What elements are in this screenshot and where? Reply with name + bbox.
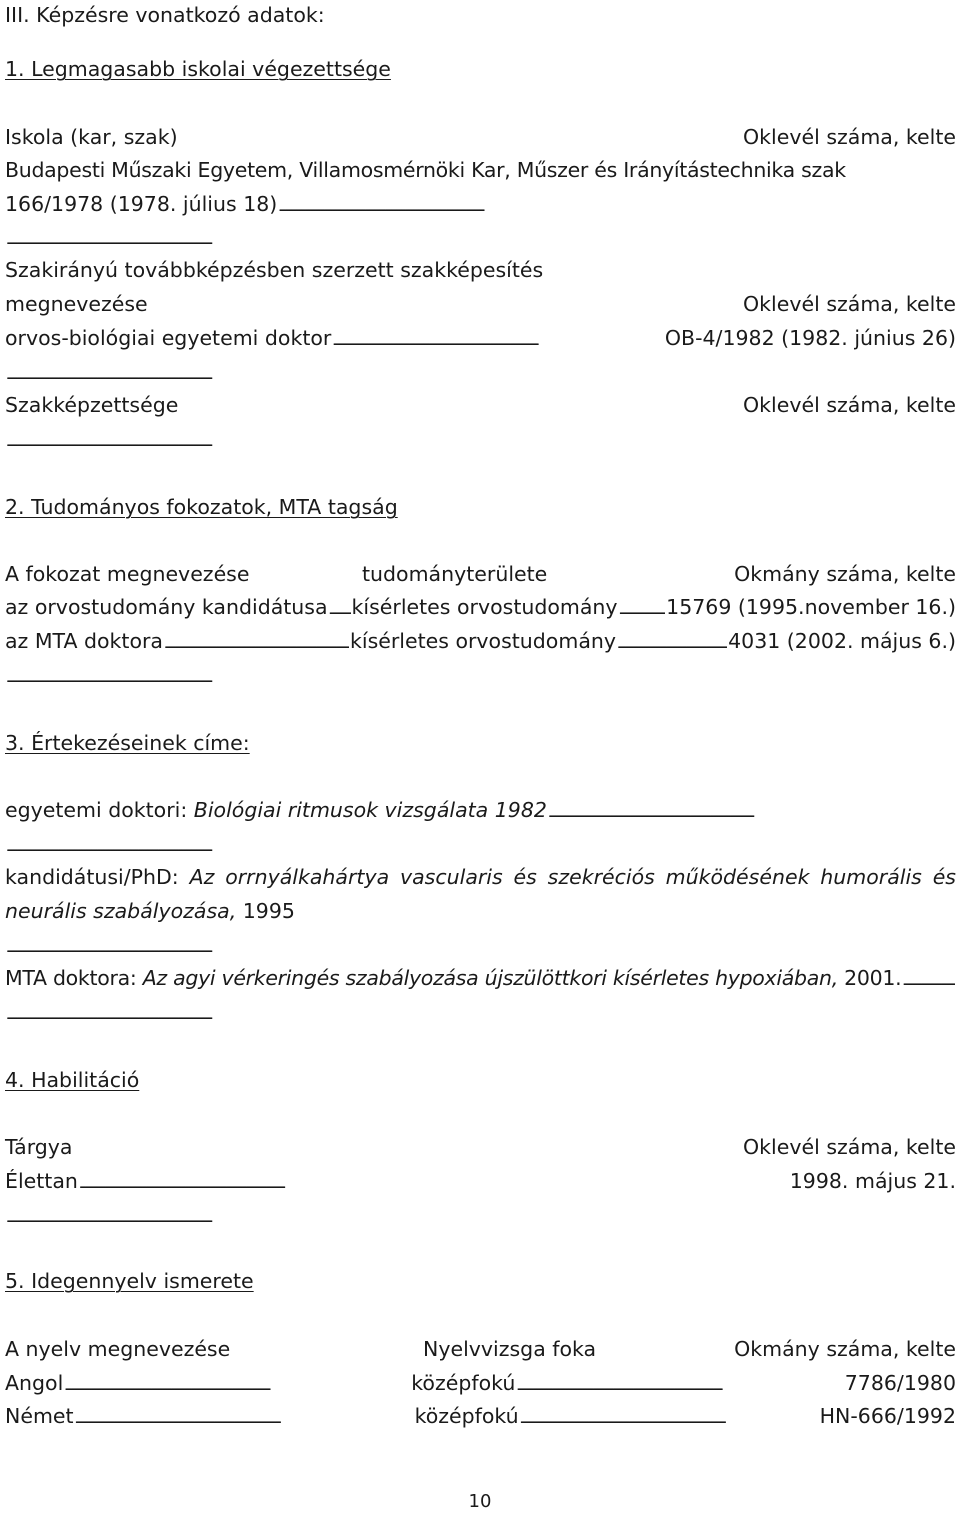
dot-leader — [6, 222, 955, 255]
s1-school-cert: 166/1978 (1978. július 18) . . . — [5, 189, 956, 222]
s1-school: Budapesti Műszaki Egyetem, Villamosmérnöki Kar, Műszer és Irányítástechnika szak — [5, 158, 846, 182]
dotted-line — [5, 660, 956, 693]
dot-leader — [332, 323, 664, 356]
dot-leader — [329, 592, 351, 625]
dotted-line — [5, 829, 956, 862]
page-number: 10 — [468, 1491, 492, 1512]
dot-leader — [6, 424, 955, 457]
s2-row-2: az MTA doktora . . . kísérletes orvostudomány . . . 4031 (2002. május 6.) — [5, 626, 956, 659]
dot-leader — [6, 660, 955, 693]
s1-further-row: orvos-biológiai egyetemi doktor . . . OB-4/1982 (1982. június 26) — [5, 323, 956, 356]
dotted-line — [5, 1200, 956, 1233]
dot-leader — [79, 1166, 789, 1199]
s4-row: Élettan . . . 1998. május 21. — [5, 1166, 956, 1199]
dot-leader — [6, 357, 955, 390]
s3-mta: MTA doktora: Az agyi vérkeringés szabályozása újszülöttkori kísérletes hypoxiában, 2001. . . . — [5, 963, 956, 996]
s4-header-row: Tárgya Oklevél száma, kelte — [5, 1135, 956, 1159]
dot-leader — [548, 795, 955, 828]
dot-leader — [6, 930, 955, 963]
s1-header-row: Iskola (kar, szak) Oklevél száma, kelte — [5, 125, 956, 149]
s2-heading: 2. Tudományos fokozatok, MTA tagság — [5, 495, 398, 519]
dot-leader — [278, 189, 955, 222]
s5-row-1: Angol . . . középfokú . . . 7786/1980 — [5, 1368, 956, 1401]
s3-kand-1: kandidátusi/PhD: Az orrnyálkahártya vascularis és szekréciós működésének humorális és — [5, 865, 956, 889]
s5-heading: 5. Idegennyelv ismerete — [5, 1269, 254, 1293]
s3-heading: 3. Értekezéseinek címe: — [5, 731, 250, 755]
s3-kand-2: neurális szabályozása, 1995 — [5, 899, 295, 923]
dot-leader — [6, 1200, 955, 1233]
s2-row-1: az orvostudomány kandidátusa . . . kísérletes orvostudomány . . . 15769 (1995.november 16.) — [5, 592, 956, 625]
s1-heading: 1. Legmagasabb iskolai végezettsége — [5, 57, 391, 81]
dot-leader — [75, 1401, 414, 1434]
dot-leader — [516, 1368, 843, 1401]
s2-header-row: A fokozat megnevezése tudományterülete Okmány száma, kelte — [5, 562, 956, 586]
s1-qualification-header: Szakképzettsége Oklevél száma, kelte — [5, 393, 956, 417]
dot-leader — [6, 997, 955, 1030]
dotted-line — [5, 222, 956, 255]
dot-leader — [6, 829, 955, 862]
s1-further-header: megnevezése Oklevél száma, kelte — [5, 292, 956, 316]
dotted-line — [5, 424, 956, 457]
s1-further-title: Szakirányú továbbképzésben szerzett szakképesítés — [5, 258, 544, 282]
dotted-line — [5, 357, 956, 390]
dot-leader — [64, 1368, 410, 1401]
s5-header-row: A nyelv megnevezése Nyelvvizsga foka Okmány száma, kelte — [5, 1337, 956, 1361]
dot-leader — [164, 626, 349, 659]
dot-leader — [902, 963, 955, 996]
dotted-line — [5, 997, 956, 1030]
dot-leader — [520, 1401, 819, 1434]
s3-phd: egyetemi doktori: Biológiai ritmusok vizsgálata 1982 . . . — [5, 795, 956, 828]
dot-leader — [619, 592, 666, 625]
dot-leader — [617, 626, 727, 659]
section-title: III. Képzésre vonatkozó adatok: — [5, 3, 325, 27]
s5-row-2: Német . . . középfokú . . . HN-666/1992 — [5, 1401, 956, 1434]
s4-heading: 4. Habilitáció — [5, 1068, 140, 1092]
dotted-line — [5, 930, 956, 963]
